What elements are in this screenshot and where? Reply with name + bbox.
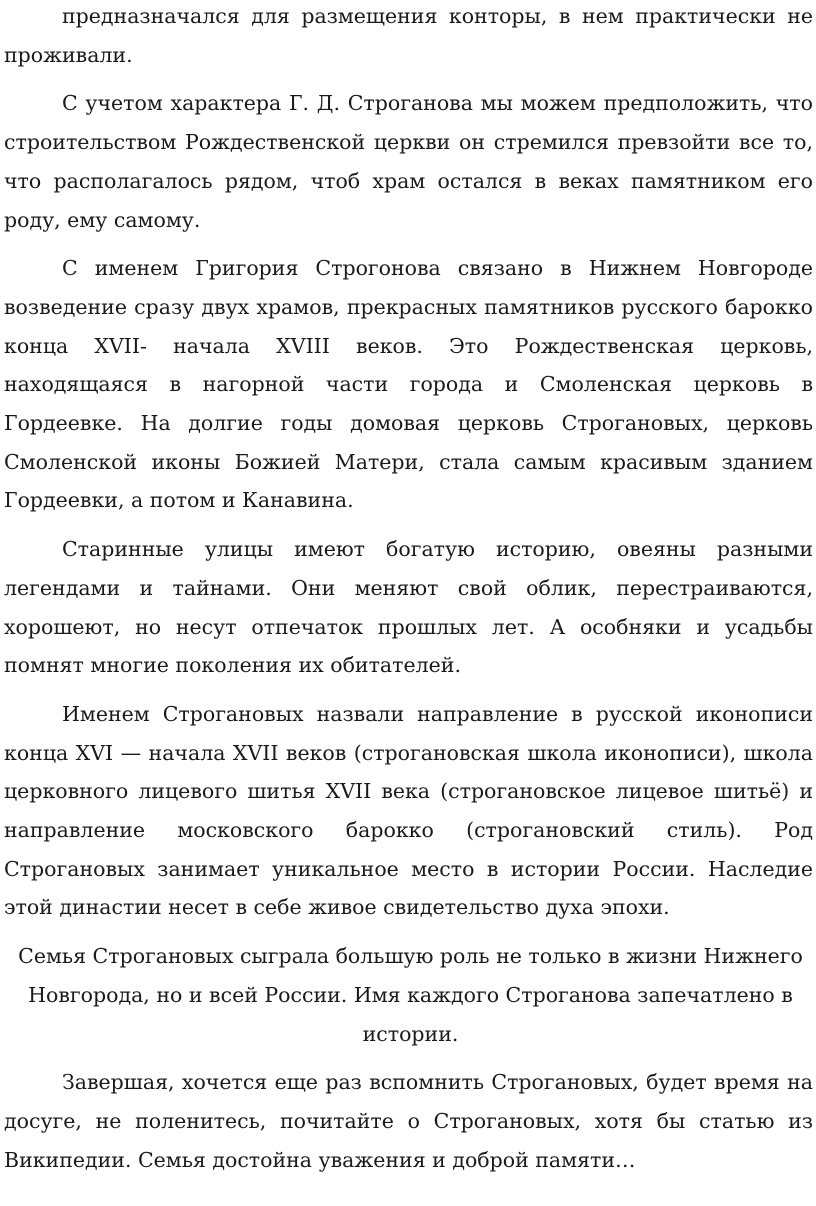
paragraph-grigory-churches: С именем Григория Строгонова связано в Нижнем Новгороде возведение сразу двух храмов, прекрасных памятников русского барокко конца XVII- начала XVIII веков. Это Рождественская церковь, находящаяся в нагорной части города и Смоленская церковь в Гордеевке. На долгие годы домовая церковь Строгановых, церковь Смоленской иконы Божией Матери, стала самым красивым зданием Гордеевки, а потом и Канавина. [4, 256, 813, 513]
paragraph-stroganov-character: С учетом характера Г. Д. Строганова мы можем предположить, что строительством Рождественской церкви он стремился превзойти все то, что располагалось рядом, чтоб храм остался в веках памятником его роду, ему самому. [4, 91, 813, 232]
document-page [4, 0, 813, 1179]
paragraph-stroganov-school: Именем Строгановых назвали направление в русской иконописи конца XVI — начала XVII веков (строгановская школа иконописи), школа церковного лицевого шитья XVII века (строгановское лицевое шитьё) и направление московского барокко (строгановский стиль). Род Строгановых занимает уникальное место в истории России. Наследие этой династии несет в себе живое свидетельство духа эпохи. [4, 701, 813, 920]
paragraph-conclusion: Завершая, хочется еще раз вспомнить Строгановых, будет время на досуге, не поленитесь, почитайте о Строгановых, хотя бы статью из Википедии. Семья достойна уважения и доброй памяти… [4, 1070, 813, 1172]
paragraph-continuation: предназначался для размещения конторы, в нем практически не проживали. [4, 4, 813, 67]
paragraph-old-streets: Старинные улицы имеют богатую историю, овеяны разными легендами и тайнами. Они меняют свой облик, перестраиваются, хорошеют, но несут отпечаток прошлых лет. А особняки и усадьбы помнят многие поколения их обитателей. [4, 537, 813, 678]
paragraph-family-role: Семья Строгановых сыграла большую роль не только в жизни Нижнего Новгорода, но и всей России. Имя каждого Строганова запечатлено в истории. [18, 944, 803, 1046]
